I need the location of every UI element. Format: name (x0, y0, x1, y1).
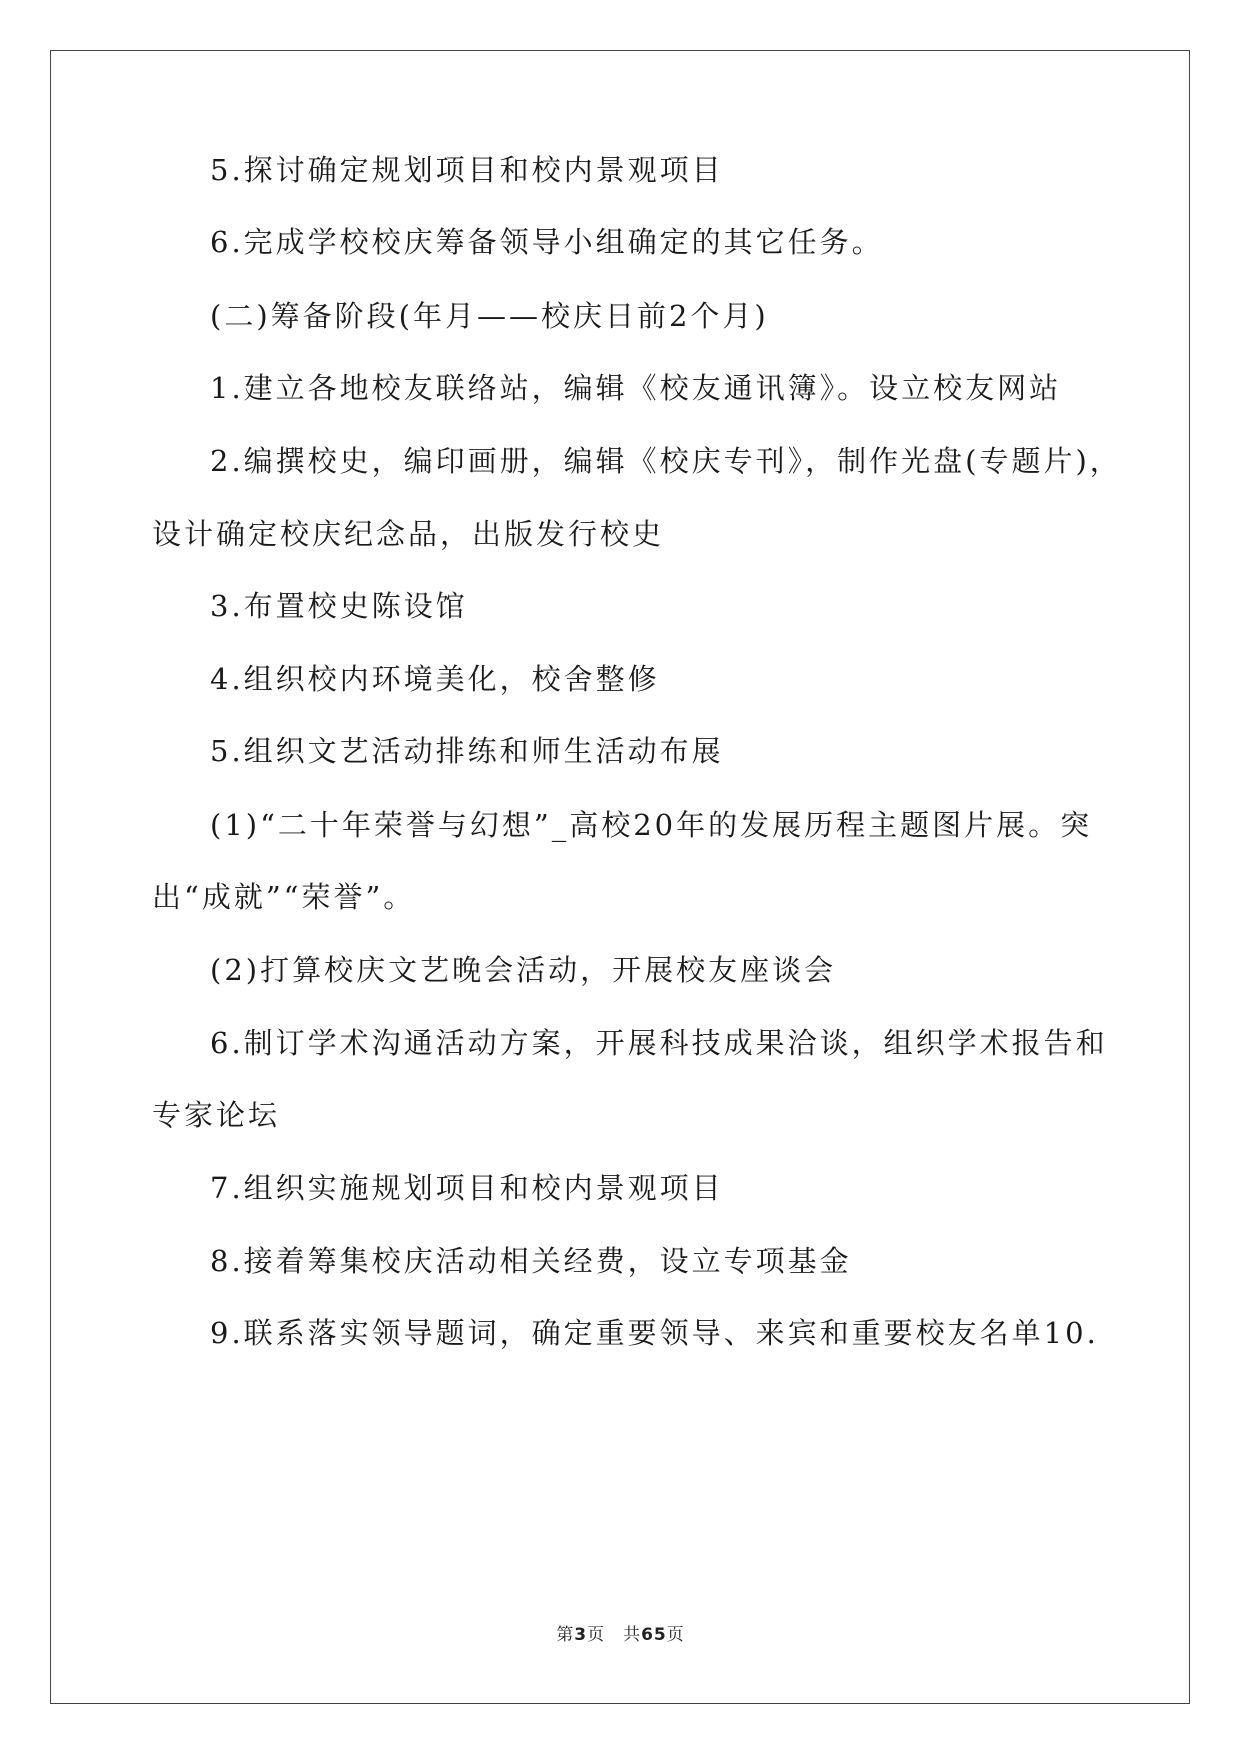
paragraph-line: 专家论坛 (152, 1098, 281, 1132)
paragraph-line: 7.组织实施规划项目和校内景观项目 (210, 1171, 724, 1205)
page-footer (0, 1620, 1241, 1645)
paragraph-line: 2.编撰校史，编印画册，编辑《校庆专刊》，制作光盘(专题片)， (210, 444, 1122, 478)
footer-mid: 页 共 (587, 1625, 642, 1645)
paragraph-line: 出“成就”“荣誉”。 (152, 880, 416, 914)
paragraph-line: 3.布置校史陈设馆 (210, 589, 468, 623)
paragraph-line: 8.接着筹集校庆活动相关经费，设立专项基金 (210, 1244, 852, 1278)
section-heading: (二)筹备阶段(年月——校庆日前2个月) (210, 299, 769, 333)
paragraph-line: 1.建立各地校友联络站，编辑《校友通讯簿》。设立校友网站 (210, 371, 1062, 405)
paragraph-line: 4.组织校内环境美化，校舍整修 (210, 662, 660, 696)
current-page-number: 3 (574, 1625, 588, 1645)
paragraph-line: 5.探讨确定规划项目和校内景观项目 (210, 153, 724, 187)
paragraph-line: 5.组织文艺活动排练和师生活动布展 (210, 734, 724, 768)
paragraph-line: 设计确定校庆纪念品，出版发行校史 (152, 517, 665, 551)
paragraph-line: (1)“二十年荣誉与幻想”_高校20年的发展历程主题图片展。突 (210, 808, 1093, 842)
paragraph-line: 6.制订学术沟通活动方案，开展科技成果洽谈，组织学术报告和 (210, 1026, 1108, 1060)
footer-prefix: 第 (556, 1625, 575, 1645)
footer-suffix: 页 (666, 1625, 685, 1645)
paragraph-line: 9.联系落实领导题词，确定重要领导、来宾和重要校友名单10. (210, 1316, 1099, 1350)
total-page-number: 65 (641, 1625, 667, 1645)
paragraph-line: (2)打算校庆文艺晚会活动，开展校友座谈会 (210, 953, 837, 987)
paragraph-line: 6.完成学校校庆筹备领导小组确定的其它任务。 (210, 225, 884, 259)
